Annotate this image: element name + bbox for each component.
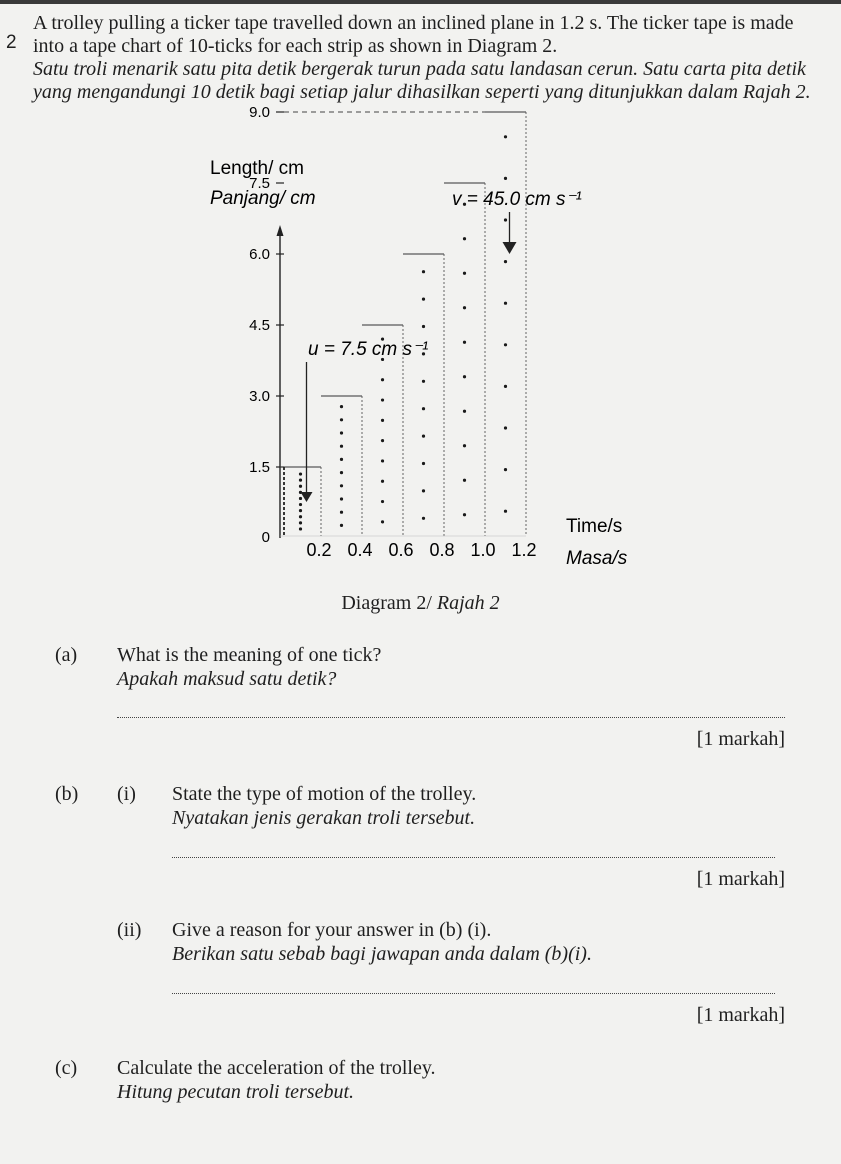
ticker-dot: [463, 237, 466, 240]
initial-velocity-label: u = 7.5 cm s⁻¹: [308, 339, 429, 360]
ticker-dot: [340, 405, 343, 408]
y-tick-label: 1.5: [249, 459, 270, 476]
x-axis-label-malay: Masa/s: [566, 548, 628, 569]
ticker-dot: [422, 462, 425, 465]
ticker-dot: [381, 398, 384, 401]
y-tick-label: 3.0: [249, 388, 270, 405]
marks-b-ii: [1 markah]: [696, 1004, 785, 1026]
ticker-dot: [504, 426, 507, 429]
ticker-dot: [504, 385, 507, 388]
ticker-dot: [422, 489, 425, 492]
ticker-dot: [463, 272, 466, 275]
diagram-caption: [0, 592, 841, 615]
caption-english: Diagram 2/: [341, 592, 432, 614]
ticker-dot: [504, 468, 507, 471]
ticker-dot: [340, 497, 343, 500]
ticker-dot: [299, 527, 302, 530]
ticker-dot: [340, 431, 343, 434]
y-tick-label: 9.0: [249, 104, 270, 121]
intro-malay: Satu troli menarik satu pita detik bergerak turun pada satu landasan cerun. Satu carta pita detik yang mengandungi 10 detik bagi setiap jalur dihasilkan seperti yang ditunjukkan dalam Rajah 2.: [33, 58, 811, 103]
final-velocity-arrowhead: [503, 242, 517, 254]
tape-chart: [190, 104, 660, 600]
ticker-dot: [422, 380, 425, 383]
part-b-ii-question: Give a reason for your answer in (b) (i).: [172, 919, 492, 941]
part-b-i-question-malay: Nyatakan jenis gerakan troli tersebut.: [172, 807, 476, 829]
part-c-label: (c): [55, 1057, 78, 1079]
ticker-dot: [340, 471, 343, 474]
ticker-dot: [381, 378, 384, 381]
marks-a: [1 markah]: [696, 728, 785, 750]
answer-line-a[interactable]: [117, 717, 785, 718]
ticker-dot: [299, 509, 302, 512]
answer-line-b-ii[interactable]: [172, 993, 775, 994]
ticker-dot: [504, 135, 507, 138]
ticker-dot: [340, 524, 343, 527]
ticker-dot: [422, 325, 425, 328]
part-b-i-question: State the type of motion of the trolley.: [172, 783, 477, 805]
caption-malay: Rajah 2: [436, 592, 500, 614]
ticker-dot: [463, 444, 466, 447]
ticker-dot: [340, 484, 343, 487]
top-rule: [0, 0, 841, 4]
marks-b-i: [1 markah]: [696, 868, 785, 890]
ticker-dot: [463, 410, 466, 413]
part-b-i-label: (i): [117, 783, 136, 805]
ticker-dot: [504, 302, 507, 305]
part-a-question: What is the meaning of one tick?: [117, 644, 382, 666]
ticker-dot: [299, 497, 302, 500]
ticker-dot: [381, 419, 384, 422]
ticker-dot: [381, 439, 384, 442]
ticker-dot: [381, 500, 384, 503]
part-c-question: Calculate the acceleration of the trolley.: [117, 1057, 436, 1079]
ticker-dot: [381, 480, 384, 483]
x-tick-label: 0.2: [306, 540, 332, 560]
ticker-dot: [504, 260, 507, 263]
ticker-dot: [422, 270, 425, 273]
x-tick-label: 1.2: [511, 540, 537, 560]
ticker-dot: [504, 510, 507, 513]
ticker-dot: [299, 479, 302, 482]
y-tick-label: 6.0: [249, 246, 270, 263]
tape-chart-svg: [190, 104, 660, 600]
ticker-dot: [504, 218, 507, 221]
ticker-dot: [381, 459, 384, 462]
y-tick-label: 0: [261, 529, 270, 546]
ticker-dot: [299, 521, 302, 524]
part-a-question-malay: Apakah maksud satu detik?: [117, 668, 337, 690]
y-tick-label: 7.5: [249, 175, 270, 192]
y-axis-label: Length/ cm: [210, 158, 304, 179]
answer-line-b-i[interactable]: [172, 857, 775, 858]
final-velocity-label: v = 45.0 cm s⁻¹: [452, 189, 582, 210]
part-b-ii-label: (ii): [117, 919, 142, 941]
ticker-dot: [340, 445, 343, 448]
initial-velocity-arrowhead: [301, 492, 313, 502]
part-a-label: (a): [55, 644, 78, 666]
ticker-dot: [340, 458, 343, 461]
ticker-dot: [463, 513, 466, 516]
x-tick-label: 0.4: [347, 540, 373, 560]
x-tick-label: 1.0: [470, 540, 496, 560]
ticker-dot: [422, 298, 425, 301]
x-axis-label: Time/s: [566, 516, 623, 537]
ticker-dot: [299, 485, 302, 488]
ticker-dot: [381, 520, 384, 523]
ticker-dot: [299, 472, 302, 475]
ticker-dot: [299, 515, 302, 518]
y-axis-arrow: [277, 225, 284, 236]
question-number: 2: [6, 32, 17, 53]
ticker-dot: [422, 435, 425, 438]
x-tick-label: 0.6: [388, 540, 414, 560]
ticker-dot: [463, 479, 466, 482]
ticker-dot: [299, 503, 302, 506]
part-b-label: (b): [55, 783, 79, 805]
ticker-dot: [422, 517, 425, 520]
ticker-dot: [463, 375, 466, 378]
ticker-dot: [504, 177, 507, 180]
part-b-ii-question-malay: Berikan satu sebab bagi jawapan anda dalam (b)(i).: [172, 943, 592, 965]
intro-english: A trolley pulling a ticker tape travelled down an inclined plane in 1.2 s. The ticker tape is made into a tape chart of 10-ticks for each strip as shown in Diagram 2.: [33, 12, 794, 57]
y-axis-label-malay: Panjang/ cm: [210, 188, 316, 209]
ticker-dot: [340, 418, 343, 421]
y-tick-label: 4.5: [249, 317, 270, 334]
ticker-dot: [504, 343, 507, 346]
ticker-dot: [463, 306, 466, 309]
ticker-dot: [463, 341, 466, 344]
intro-text: [33, 12, 823, 104]
ticker-dot: [340, 511, 343, 514]
part-c-question-malay: Hitung pecutan troli tersebut.: [117, 1081, 355, 1103]
ticker-dot: [422, 407, 425, 410]
x-tick-label: 0.8: [429, 540, 455, 560]
